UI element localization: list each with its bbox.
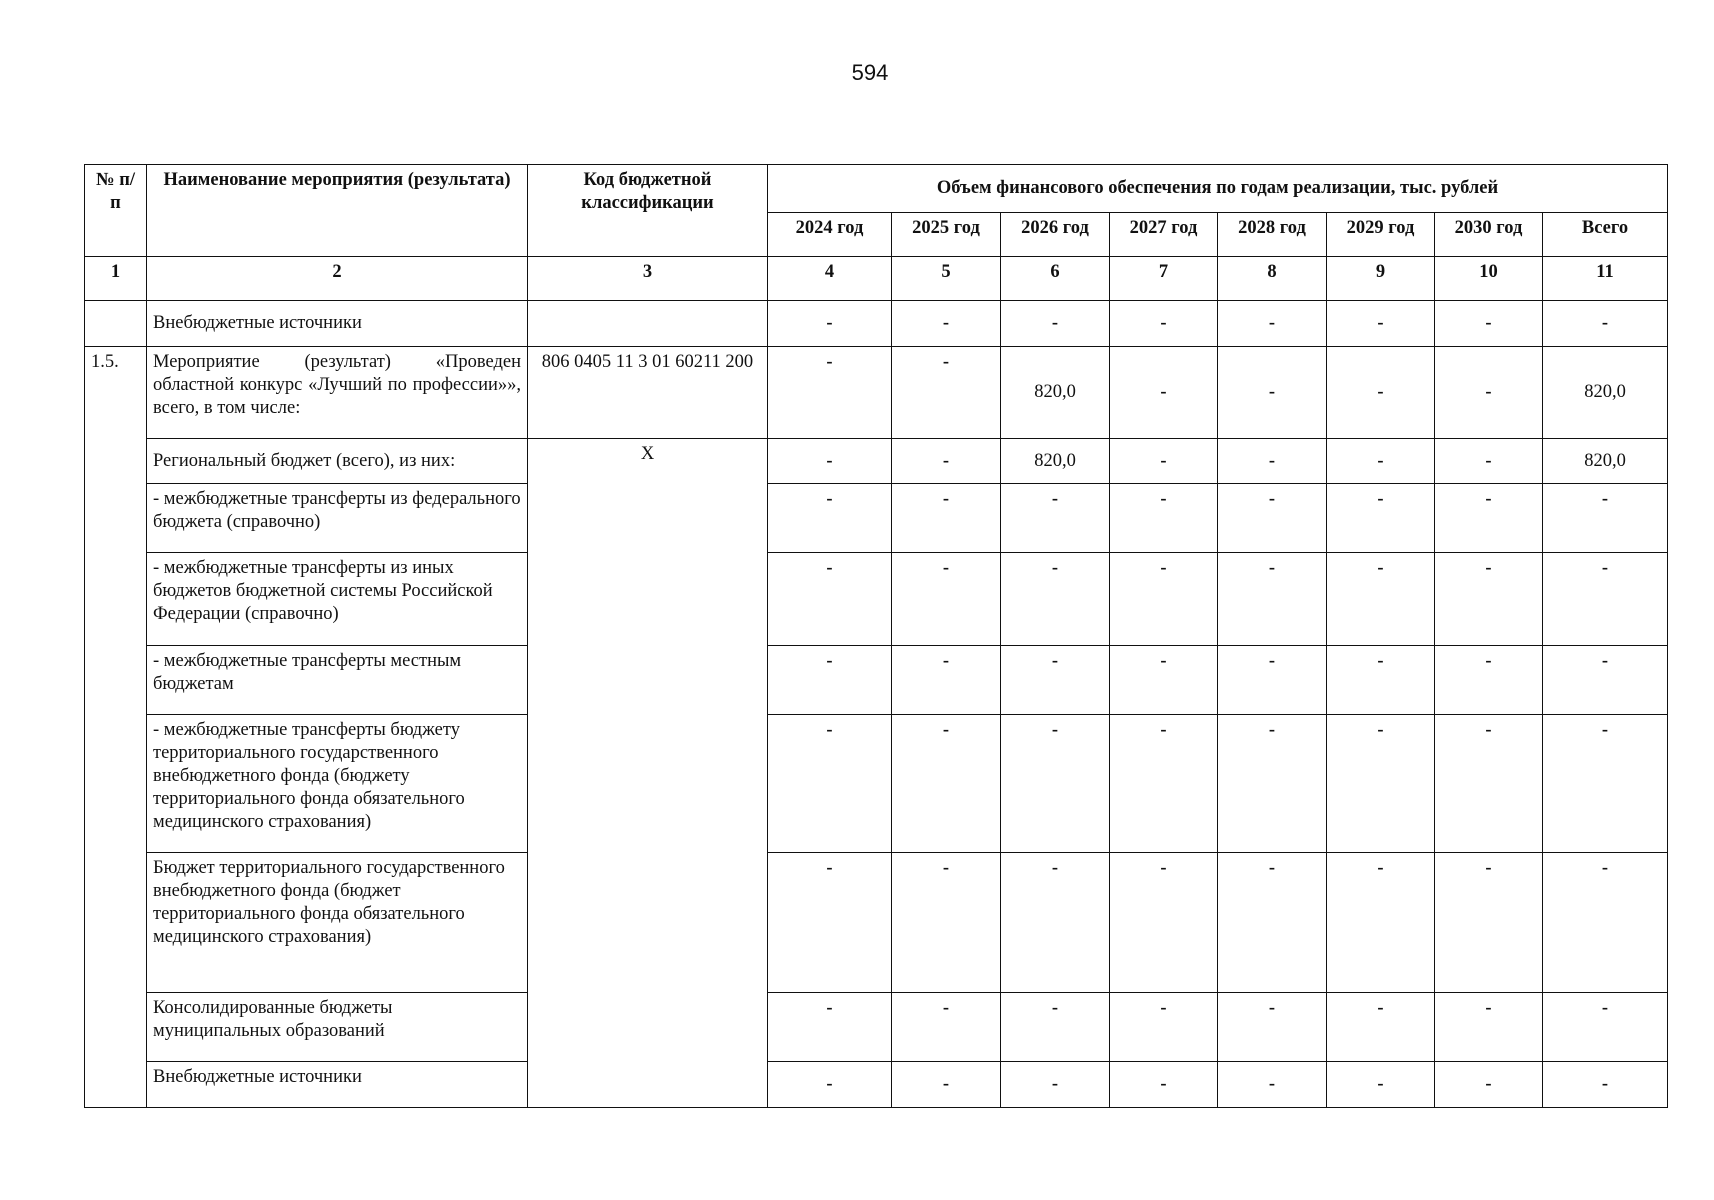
column-number: 7 — [1110, 257, 1218, 301]
row-name: Региональный бюджет (всего), из них: — [147, 439, 528, 484]
column-number: 9 — [1327, 257, 1435, 301]
value-cell: - — [1327, 715, 1435, 853]
row-code-empty — [528, 301, 768, 347]
table-row — [85, 853, 1668, 993]
value-cell: - — [892, 1062, 1001, 1108]
table-row — [85, 301, 1668, 347]
column-number: 5 — [892, 257, 1001, 301]
table-row — [85, 347, 1668, 439]
value-cell: - — [1110, 853, 1218, 993]
row-name: Консолидированные бюджеты муниципальных образований — [147, 993, 528, 1062]
column-number: 6 — [1001, 257, 1110, 301]
value-cell: - — [1110, 301, 1218, 347]
table-row — [85, 646, 1668, 715]
value-cell: - — [1543, 646, 1668, 715]
row-name: - межбюджетные трансферты местным бюджетам — [147, 646, 528, 715]
value-cell: - — [892, 646, 1001, 715]
budget-code-x: Х — [528, 439, 768, 1108]
value-cell: - — [1435, 993, 1543, 1062]
value-cell: - — [1110, 347, 1218, 439]
value-cell: - — [892, 993, 1001, 1062]
value-cell: - — [1110, 715, 1218, 853]
table-row — [85, 1062, 1668, 1108]
value-cell: - — [1218, 853, 1327, 993]
value-cell: - — [768, 1062, 892, 1108]
value-cell: - — [1435, 439, 1543, 484]
value-cell: - — [1543, 1062, 1668, 1108]
value-cell: - — [1218, 993, 1327, 1062]
value-cell: - — [1435, 853, 1543, 993]
column-number: 2 — [147, 257, 528, 301]
header-year: 2029 год — [1327, 213, 1435, 257]
value-cell: - — [1001, 553, 1110, 646]
item-number: 1.5. — [85, 347, 147, 1108]
value-cell: - — [1001, 715, 1110, 853]
column-number: 11 — [1543, 257, 1668, 301]
value-cell: - — [1218, 1062, 1327, 1108]
value-cell: - — [1435, 553, 1543, 646]
financing-table — [84, 164, 1668, 1108]
value-cell: - — [892, 301, 1001, 347]
value-cell: 820,0 — [1543, 439, 1668, 484]
row-name: - межбюджетные трансферты из федерального бюджета (справочно) — [147, 484, 528, 553]
row-name: Внебюджетные источники — [147, 1062, 528, 1108]
value-cell: - — [1001, 484, 1110, 553]
value-cell: 820,0 — [1001, 439, 1110, 484]
value-cell: - — [1435, 484, 1543, 553]
value-cell: - — [1435, 715, 1543, 853]
value-cell: - — [1001, 993, 1110, 1062]
value-cell: - — [768, 553, 892, 646]
header-volume: Объем финансового обеспечения по годам реализации, тыс. рублей — [768, 165, 1668, 213]
value-cell: - — [1543, 553, 1668, 646]
value-cell: - — [892, 439, 1001, 484]
value-cell: - — [1327, 853, 1435, 993]
header-year: 2026 год — [1001, 213, 1110, 257]
value-cell: - — [1001, 853, 1110, 993]
value-cell: - — [1001, 301, 1110, 347]
value-cell: - — [1327, 993, 1435, 1062]
column-number: 1 — [85, 257, 147, 301]
header-num: № п/п — [85, 165, 147, 257]
value-cell: - — [768, 993, 892, 1062]
header-year: 2027 год — [1110, 213, 1218, 257]
value-cell: - — [1218, 715, 1327, 853]
value-cell: - — [1001, 1062, 1110, 1108]
column-number: 3 — [528, 257, 768, 301]
row-name: Внебюджетные источники — [147, 301, 528, 347]
value-cell: - — [768, 484, 892, 553]
value-cell: - — [1218, 439, 1327, 484]
value-cell: - — [1110, 484, 1218, 553]
value-cell: - — [1327, 439, 1435, 484]
header-year: 2024 год — [768, 213, 892, 257]
header-year: 2030 год — [1435, 213, 1543, 257]
value-cell: - — [1218, 484, 1327, 553]
value-cell: - — [1110, 553, 1218, 646]
value-cell: - — [768, 301, 892, 347]
value-cell: - — [768, 439, 892, 484]
value-cell: - — [1543, 484, 1668, 553]
value-cell: - — [1435, 1062, 1543, 1108]
value-cell: - — [1218, 301, 1327, 347]
value-cell: - — [892, 715, 1001, 853]
column-number: 4 — [768, 257, 892, 301]
value-cell: - — [1218, 347, 1327, 439]
value-cell: - — [1543, 301, 1668, 347]
value-cell: - — [892, 484, 1001, 553]
value-cell: - — [892, 347, 1001, 439]
row-num-empty — [85, 301, 147, 347]
value-cell: - — [768, 646, 892, 715]
column-number: 8 — [1218, 257, 1327, 301]
value-cell: 820,0 — [1001, 347, 1110, 439]
value-cell: - — [768, 715, 892, 853]
table-row — [85, 439, 1668, 484]
header-total: Всего — [1543, 213, 1668, 257]
column-number: 10 — [1435, 257, 1543, 301]
row-name: Бюджет территориального государственного внебюджетного фонда (бюджет территориального фонда обязательного медицинского страхования) — [147, 853, 528, 993]
row-name: - межбюджетные трансферты бюджету территориального государственного внебюджетного фонда (бюджету территориального фонда обязательного медицинского страхования) — [147, 715, 528, 853]
value-cell: - — [1327, 301, 1435, 347]
value-cell: - — [1218, 553, 1327, 646]
table-row — [85, 553, 1668, 646]
value-cell: - — [1543, 993, 1668, 1062]
header-code: Код бюджетной классификации — [528, 165, 768, 257]
table-row — [85, 993, 1668, 1062]
value-cell: - — [1110, 1062, 1218, 1108]
value-cell: - — [1110, 646, 1218, 715]
value-cell: - — [1435, 347, 1543, 439]
value-cell: - — [892, 553, 1001, 646]
value-cell: - — [1327, 553, 1435, 646]
value-cell: - — [1110, 439, 1218, 484]
value-cell: - — [1435, 301, 1543, 347]
page-number: 594 — [851, 60, 889, 85]
value-cell: - — [1218, 646, 1327, 715]
budget-code: 806 0405 11 3 01 60211 200 — [528, 347, 768, 439]
header-year: 2025 год — [892, 213, 1001, 257]
value-cell: - — [768, 347, 892, 439]
table-row — [85, 484, 1668, 553]
header-name: Наименование мероприятия (результата) — [147, 165, 528, 257]
row-name: - межбюджетные трансферты из иных бюджетов бюджетной системы Российской Федерации (справочно) — [147, 553, 528, 646]
header-year: 2028 год — [1218, 213, 1327, 257]
value-cell: - — [1327, 1062, 1435, 1108]
value-cell: - — [1327, 646, 1435, 715]
value-cell: - — [768, 853, 892, 993]
value-cell: - — [1001, 646, 1110, 715]
value-cell: - — [1543, 853, 1668, 993]
table-row — [85, 715, 1668, 853]
value-cell: - — [1327, 484, 1435, 553]
row-name: Мероприятие (результат) «Проведен областной конкурс «Лучший по профессии»», всего, в том числе: — [147, 347, 528, 439]
value-cell: 820,0 — [1543, 347, 1668, 439]
value-cell: - — [1327, 347, 1435, 439]
value-cell: - — [892, 853, 1001, 993]
value-cell: - — [1110, 993, 1218, 1062]
value-cell: - — [1435, 646, 1543, 715]
value-cell: - — [1543, 715, 1668, 853]
